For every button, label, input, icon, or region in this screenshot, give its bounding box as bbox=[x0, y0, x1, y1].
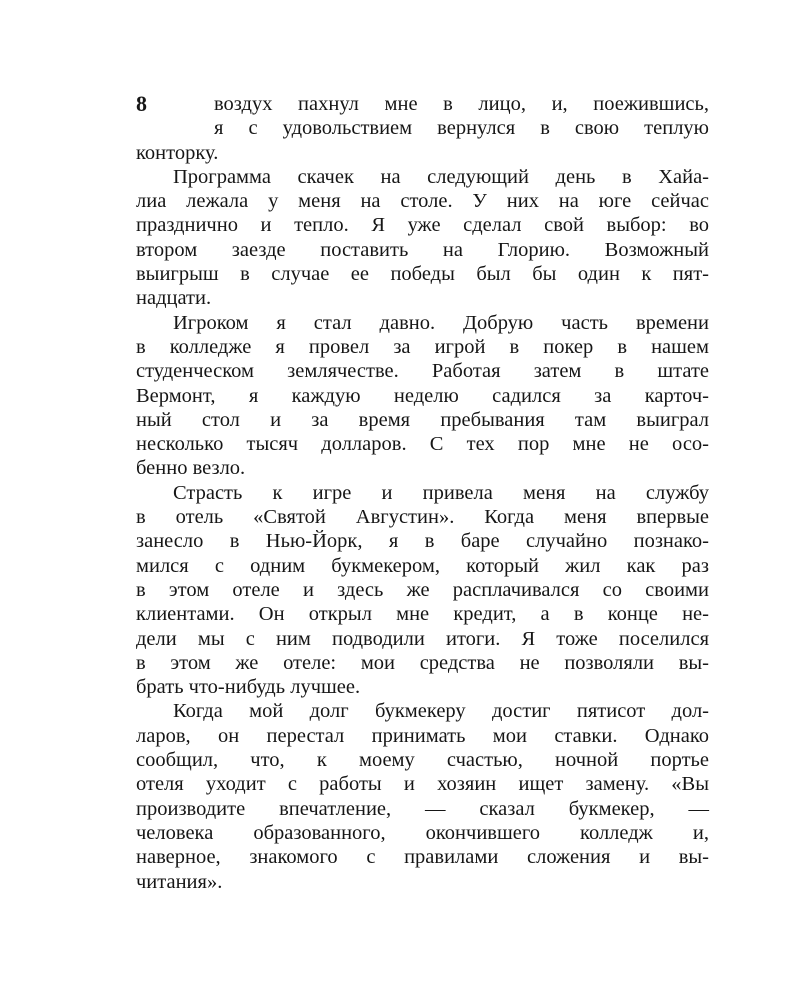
text-line: наверное, знакомого с правилами сложения и вы- bbox=[136, 846, 709, 869]
paragraph bbox=[136, 165, 709, 311]
text-line: в колледже я провел за игрой в покер в нашем bbox=[136, 335, 709, 358]
first-line-row bbox=[136, 92, 709, 116]
text-line: человека образованного, окончившего колледж и, bbox=[136, 821, 709, 844]
text-line: сообщил, что, к моему счастью, ночной портье bbox=[136, 749, 709, 772]
text-line: студенческом землячестве. Работая затем в штате bbox=[136, 360, 709, 383]
text-line: я с удовольствием вернулся в свою теплую bbox=[214, 117, 709, 140]
text-line: отеля уходит с работы и хозяин ищет замену. «Вы bbox=[136, 773, 709, 796]
book-page bbox=[136, 92, 709, 894]
text-line: в этом же отеле: мои средства не позволяли вы- bbox=[136, 651, 709, 674]
text-line: Когда мой долг букмекеру достиг пятисот дол- bbox=[173, 700, 709, 723]
text-line: читания». bbox=[136, 870, 223, 893]
text-line: ларов, он перестал принимать мои ставки. Однако bbox=[136, 724, 709, 747]
text-line: клиентами. Он открыл мне кредит, а в конце не- bbox=[136, 603, 709, 626]
text-line: в этом отеле и здесь же расплачивался со своими bbox=[136, 578, 709, 601]
text-line: надцати. bbox=[136, 287, 212, 310]
text-line: Программа скачек на следующий день в Хайа- bbox=[173, 165, 709, 188]
text-line: мился с одним букмекером, который жил как раз bbox=[136, 554, 709, 577]
paragraph bbox=[136, 699, 709, 893]
text-line: празднично и тепло. Я уже сделал свой выбор: во bbox=[136, 214, 709, 237]
text-line: бенно везло. bbox=[136, 457, 246, 480]
text-line: дели мы с ним подводили итоги. Я тоже поселился bbox=[136, 627, 709, 650]
text-line: выигрыш в случае ее победы был бы один к пят- bbox=[136, 263, 709, 286]
paragraph bbox=[136, 311, 709, 481]
text-line: ный стол и за время пребывания там выиграл bbox=[136, 408, 709, 431]
text-line: конторку. bbox=[136, 141, 219, 164]
text-line: в отель «Святой Августин». Когда меня впервые bbox=[136, 506, 709, 529]
text-line: Страсть к игре и привела меня на службу bbox=[173, 481, 709, 504]
text-line: лиа лежала у меня на столе. У них на юге сейчас bbox=[136, 190, 709, 213]
paragraph bbox=[136, 481, 709, 700]
text-line: несколько тысяч долларов. С тех пор мне не осо- bbox=[136, 433, 709, 456]
text-line: Игроком я стал давно. Добрую часть времени bbox=[173, 311, 709, 334]
text-line: Вермонт, я каждую неделю садился за карточ- bbox=[136, 384, 709, 407]
text-line: брать что-нибудь лучшее. bbox=[136, 676, 361, 699]
page-number: 8 bbox=[136, 91, 147, 116]
text-line: производите впечатление, — сказал букмекер, — bbox=[136, 797, 709, 820]
text-line: воздух пахнул мне в лицо, и, поежившись, bbox=[214, 93, 709, 115]
text-line: втором заезде поставить на Глорию. Возможный bbox=[136, 238, 709, 261]
text-line: занесло в Нью-Йорк, я в баре случайно познако- bbox=[136, 530, 709, 553]
